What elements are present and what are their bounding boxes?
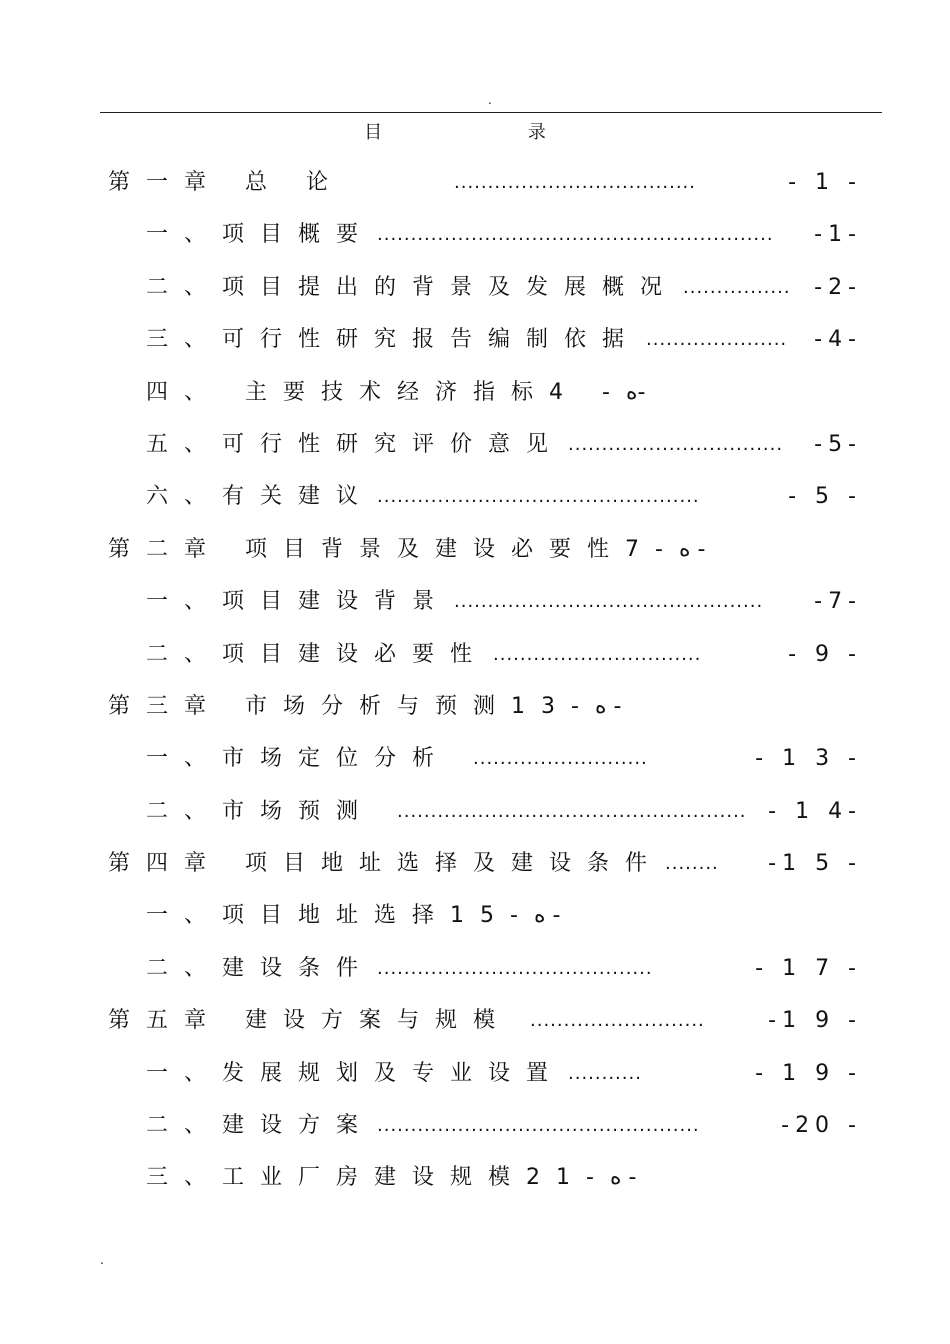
- toc-dot-leader: .....................: [646, 329, 788, 351]
- toc-page-number: - 1 4-: [768, 798, 862, 824]
- toc-entry-title: 一、项目建设背景: [146, 589, 451, 615]
- toc-dot-leader: ........: [665, 853, 719, 875]
- toc-section-entry[interactable]: [0, 262, 950, 314]
- toc-section-entry[interactable]: [0, 314, 950, 366]
- toc-entry-title: 一、项目概要: [146, 222, 375, 248]
- toc-page-number: - 1 9 -: [755, 1060, 862, 1086]
- toc-page-number: - 9 -: [788, 641, 862, 667]
- toc-entry-title: 四、 主要技术经济指标4 -ە-: [146, 379, 646, 405]
- toc-entry-title: 三、工业厂房建设规模21-ە -: [146, 1165, 637, 1191]
- toc-entry-title: 二、建设条件: [146, 955, 375, 981]
- toc-section-entry[interactable]: [0, 1152, 950, 1204]
- toc-section-entry[interactable]: [0, 943, 950, 995]
- toc-dot-leader: ..............................................: [454, 591, 764, 613]
- toc-section-entry[interactable]: [0, 733, 950, 785]
- toc-page-number: -2-: [814, 274, 862, 300]
- toc-section-entry[interactable]: [0, 1048, 950, 1100]
- toc-page-number: -20 -: [781, 1113, 862, 1139]
- toc-section-entry[interactable]: [0, 629, 950, 681]
- toc-entry-title: 一、发展规划及专业设置: [146, 1060, 565, 1086]
- toc-page-number: -7-: [814, 589, 862, 615]
- toc-dot-leader: ...............................: [493, 643, 702, 665]
- toc-section-entry[interactable]: [0, 367, 950, 419]
- toc-page-number: - 1 -: [788, 170, 862, 195]
- toc-section-entry[interactable]: [0, 419, 950, 471]
- toc-page-number: -1 5 -: [768, 851, 862, 877]
- toc-page-number: -5-: [814, 431, 862, 457]
- toc-page-number: - 1 7 -: [755, 955, 862, 981]
- toc-entry-title: 第三章 市场分析与预测13-ە -: [108, 693, 622, 719]
- toc-entry-title: 二、建设方案: [146, 1113, 375, 1139]
- toc-entry-title: 一、市场定位分析: [146, 746, 451, 772]
- toc-dot-leader: ...........................................................: [377, 224, 774, 246]
- toc-chapter-entry[interactable]: [0, 995, 950, 1047]
- toc-entry-title: 第二章 项目背景及建设必要性7-ە -: [108, 536, 706, 562]
- toc-dot-leader: ................................: [568, 433, 784, 455]
- toc-dot-leader: ..........................: [530, 1010, 705, 1032]
- toc-dot-leader: ....................................: [454, 172, 696, 193]
- toc-page-number: -1-: [814, 222, 862, 248]
- toc-entry-title: 第四章 项目地址选择及建设条件: [108, 851, 663, 877]
- toc-section-entry[interactable]: [0, 786, 950, 838]
- toc-entry-title: 第一章 总 论: [108, 170, 344, 195]
- toc-chapter-entry[interactable]: [0, 681, 950, 733]
- toc-dot-leader: ..........................: [473, 748, 648, 770]
- toc-section-entry[interactable]: [0, 576, 950, 628]
- toc-entry-title: 二、项目提出的背景及发展概况: [146, 274, 679, 300]
- toc-dot-leader: ................................................: [377, 1115, 700, 1137]
- footer-mark: .: [100, 1253, 104, 1267]
- toc-page-number: -1 9 -: [768, 1008, 862, 1034]
- toc-entry-title: 二、市场预测: [146, 798, 375, 824]
- toc-chapter-entry[interactable]: [0, 838, 950, 890]
- header-mark: .: [488, 93, 492, 107]
- toc-dot-leader: ................................................: [377, 486, 700, 508]
- toc-dot-leader: ................: [683, 276, 791, 298]
- toc-section-entry[interactable]: [0, 209, 950, 261]
- toc-dot-leader: .........................................: [377, 957, 653, 979]
- toc-chapter-entry[interactable]: [0, 524, 950, 576]
- table-of-contents: [0, 157, 950, 1205]
- toc-entry-title: 五、可行性研究评价意见: [146, 431, 565, 457]
- toc-dot-leader: ...........: [568, 1062, 642, 1084]
- toc-section-entry[interactable]: [0, 471, 950, 523]
- toc-entry-title: 第五章 建设方案与规模: [108, 1008, 511, 1034]
- toc-section-entry[interactable]: [0, 1100, 950, 1152]
- toc-section-entry[interactable]: [0, 890, 950, 942]
- header-rule: [100, 112, 882, 113]
- toc-page-number: - 5 -: [788, 484, 862, 510]
- toc-chapter-entry[interactable]: [0, 157, 950, 209]
- toc-page-number: -4-: [814, 327, 862, 353]
- toc-entry-title: 一、项目地址选择15-ە -: [146, 903, 561, 929]
- toc-dot-leader: ....................................................: [397, 800, 747, 822]
- toc-entry-title: 三、可行性研究报告编制依据: [146, 327, 641, 353]
- toc-page-number: - 1 3 -: [755, 746, 862, 772]
- toc-title: 目 录: [364, 122, 616, 143]
- toc-entry-title: 二、项目建设必要性: [146, 641, 489, 667]
- toc-entry-title: 六、有关建议: [146, 484, 375, 510]
